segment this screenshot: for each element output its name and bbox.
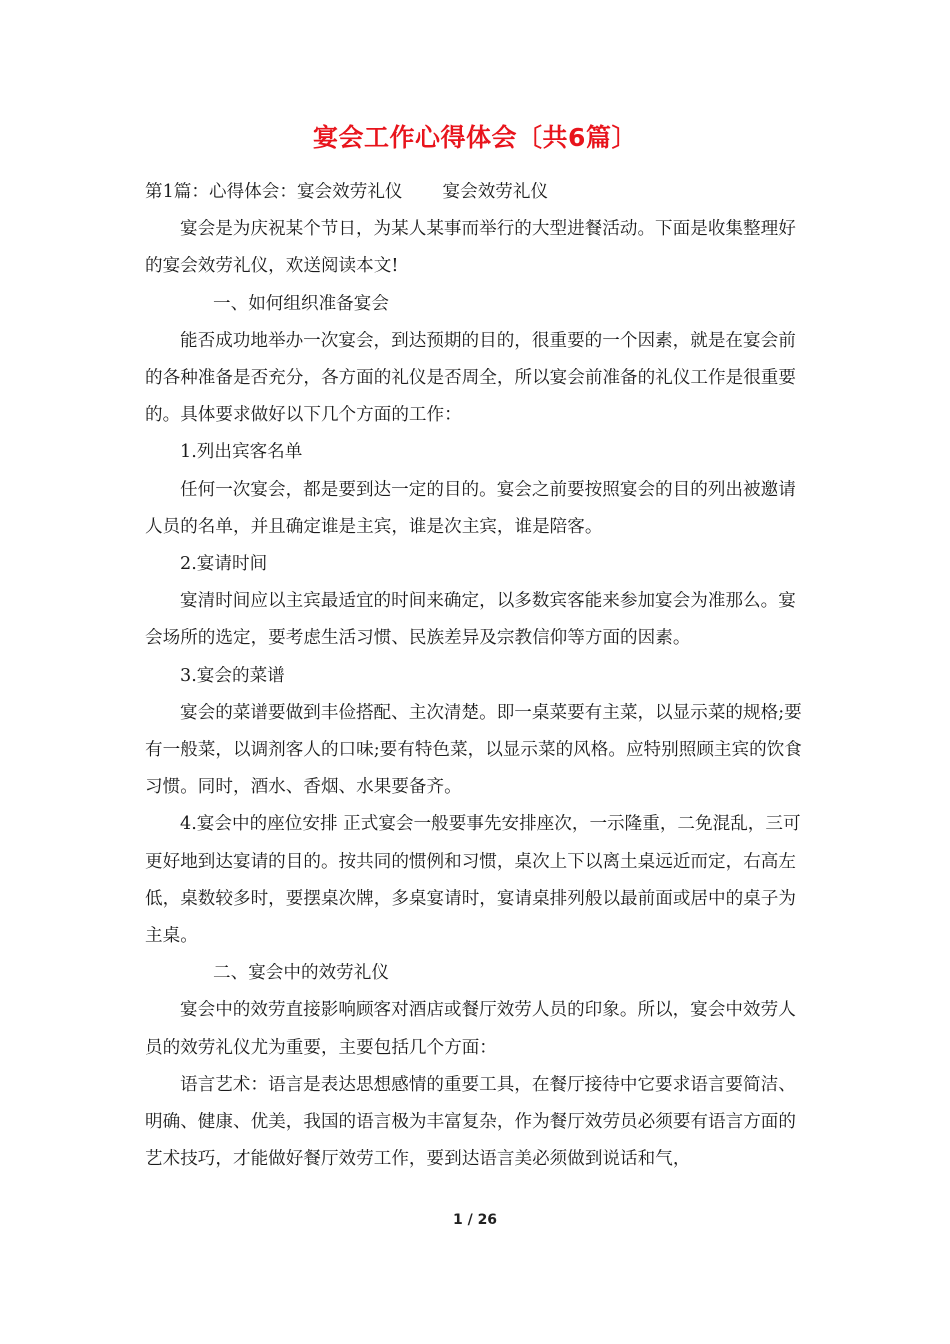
paragraph: 宴会是为庆祝某个节日，为某人某事而举行的大型进餐活动。下面是收集整理好的宴会效劳礼仪，欢送阅读本文! — [145, 219, 796, 277]
paragraph: 任何一次宴会，都是要到达一定的目的。宴会之前要按照宴会的目的列出被邀请人员的名单，并且确定谁是主宾，谁是次主宾，谁是陪客。 — [145, 479, 796, 537]
page-number — [0, 1212, 950, 1228]
item-heading: 2.宴请时间 — [180, 554, 268, 575]
part-heading-main: 第1篇：心得体会：宴会效劳礼仪 — [145, 182, 403, 202]
paragraph: 4.宴会中的座位安排 正式宴会一般要事先安排座次，一示隆重，二免混乱，三可更好地到达宴请的目的。按共同的惯例和习惯，桌次上下以离土桌远近而定，右高左低，桌数较多时，要摆桌次牌，多桌宴请时，宴请桌排列般以最前面或居中的桌子为主桌。 — [145, 814, 801, 947]
item-heading: 3.宴会的菜谱 — [180, 665, 285, 686]
total-pages: 26 — [477, 1212, 498, 1228]
paragraph: 宴会的菜谱要做到丰俭搭配、主次清楚。即一桌菜要有主菜，以显示菜的规格;要有一般菜，以调剂客人的口味;要有特色菜，以显示菜的风格。应特别照顾主宾的饮食习惯。同时，酒水、香烟、水果要备齐。 — [145, 702, 802, 798]
part-heading — [145, 174, 807, 211]
document-title: 宴会工作心得体会〔共6篇〕 — [313, 123, 637, 152]
paragraph: 宴会中的效劳直接影响顾客对酒店或餐厅效劳人员的印象。所以，宴会中效劳人员的效劳礼仪尤为重要，主要包括几个方面： — [145, 1000, 796, 1058]
paragraph: 能否成功地举办一次宴会，到达预期的目的，很重要的一个因素，就是在宴会前的各种准备是否充分，各方面的礼仪是否周全，所以宴会前准备的礼仪工作是很重要的。具体要求做好以下几个方面的工作： — [145, 330, 796, 426]
document-body — [145, 174, 807, 1178]
paragraph: 宴清时间应以主宾最适宜的时间来确定，以多数宾客能来参加宴会为准那么。宴会场所的选定，要考虑生活习惯、民族差异及宗教信仰等方面的因素。 — [145, 591, 796, 649]
section-heading: 一、如何组织准备宴会 — [213, 293, 389, 314]
item-heading: 1.列出宾客名单 — [180, 442, 303, 463]
page-separator: / — [467, 1212, 473, 1228]
current-page: 1 — [452, 1212, 463, 1228]
section-heading: 二、宴会中的效劳礼仪 — [213, 963, 389, 984]
paragraph: 语言艺术：语言是表达思想感情的重要工具，在餐厅接待中它要求语言要简洁、明确、健康、优美，我国的语言极为丰富复杂，作为餐厅效劳员必须要有语言方面的艺术技巧，才能做好餐厅效劳工作，要到达语言美必须做到说话和气， — [145, 1074, 796, 1170]
part-heading-subtitle: 宴会效劳礼仪 — [442, 182, 549, 202]
